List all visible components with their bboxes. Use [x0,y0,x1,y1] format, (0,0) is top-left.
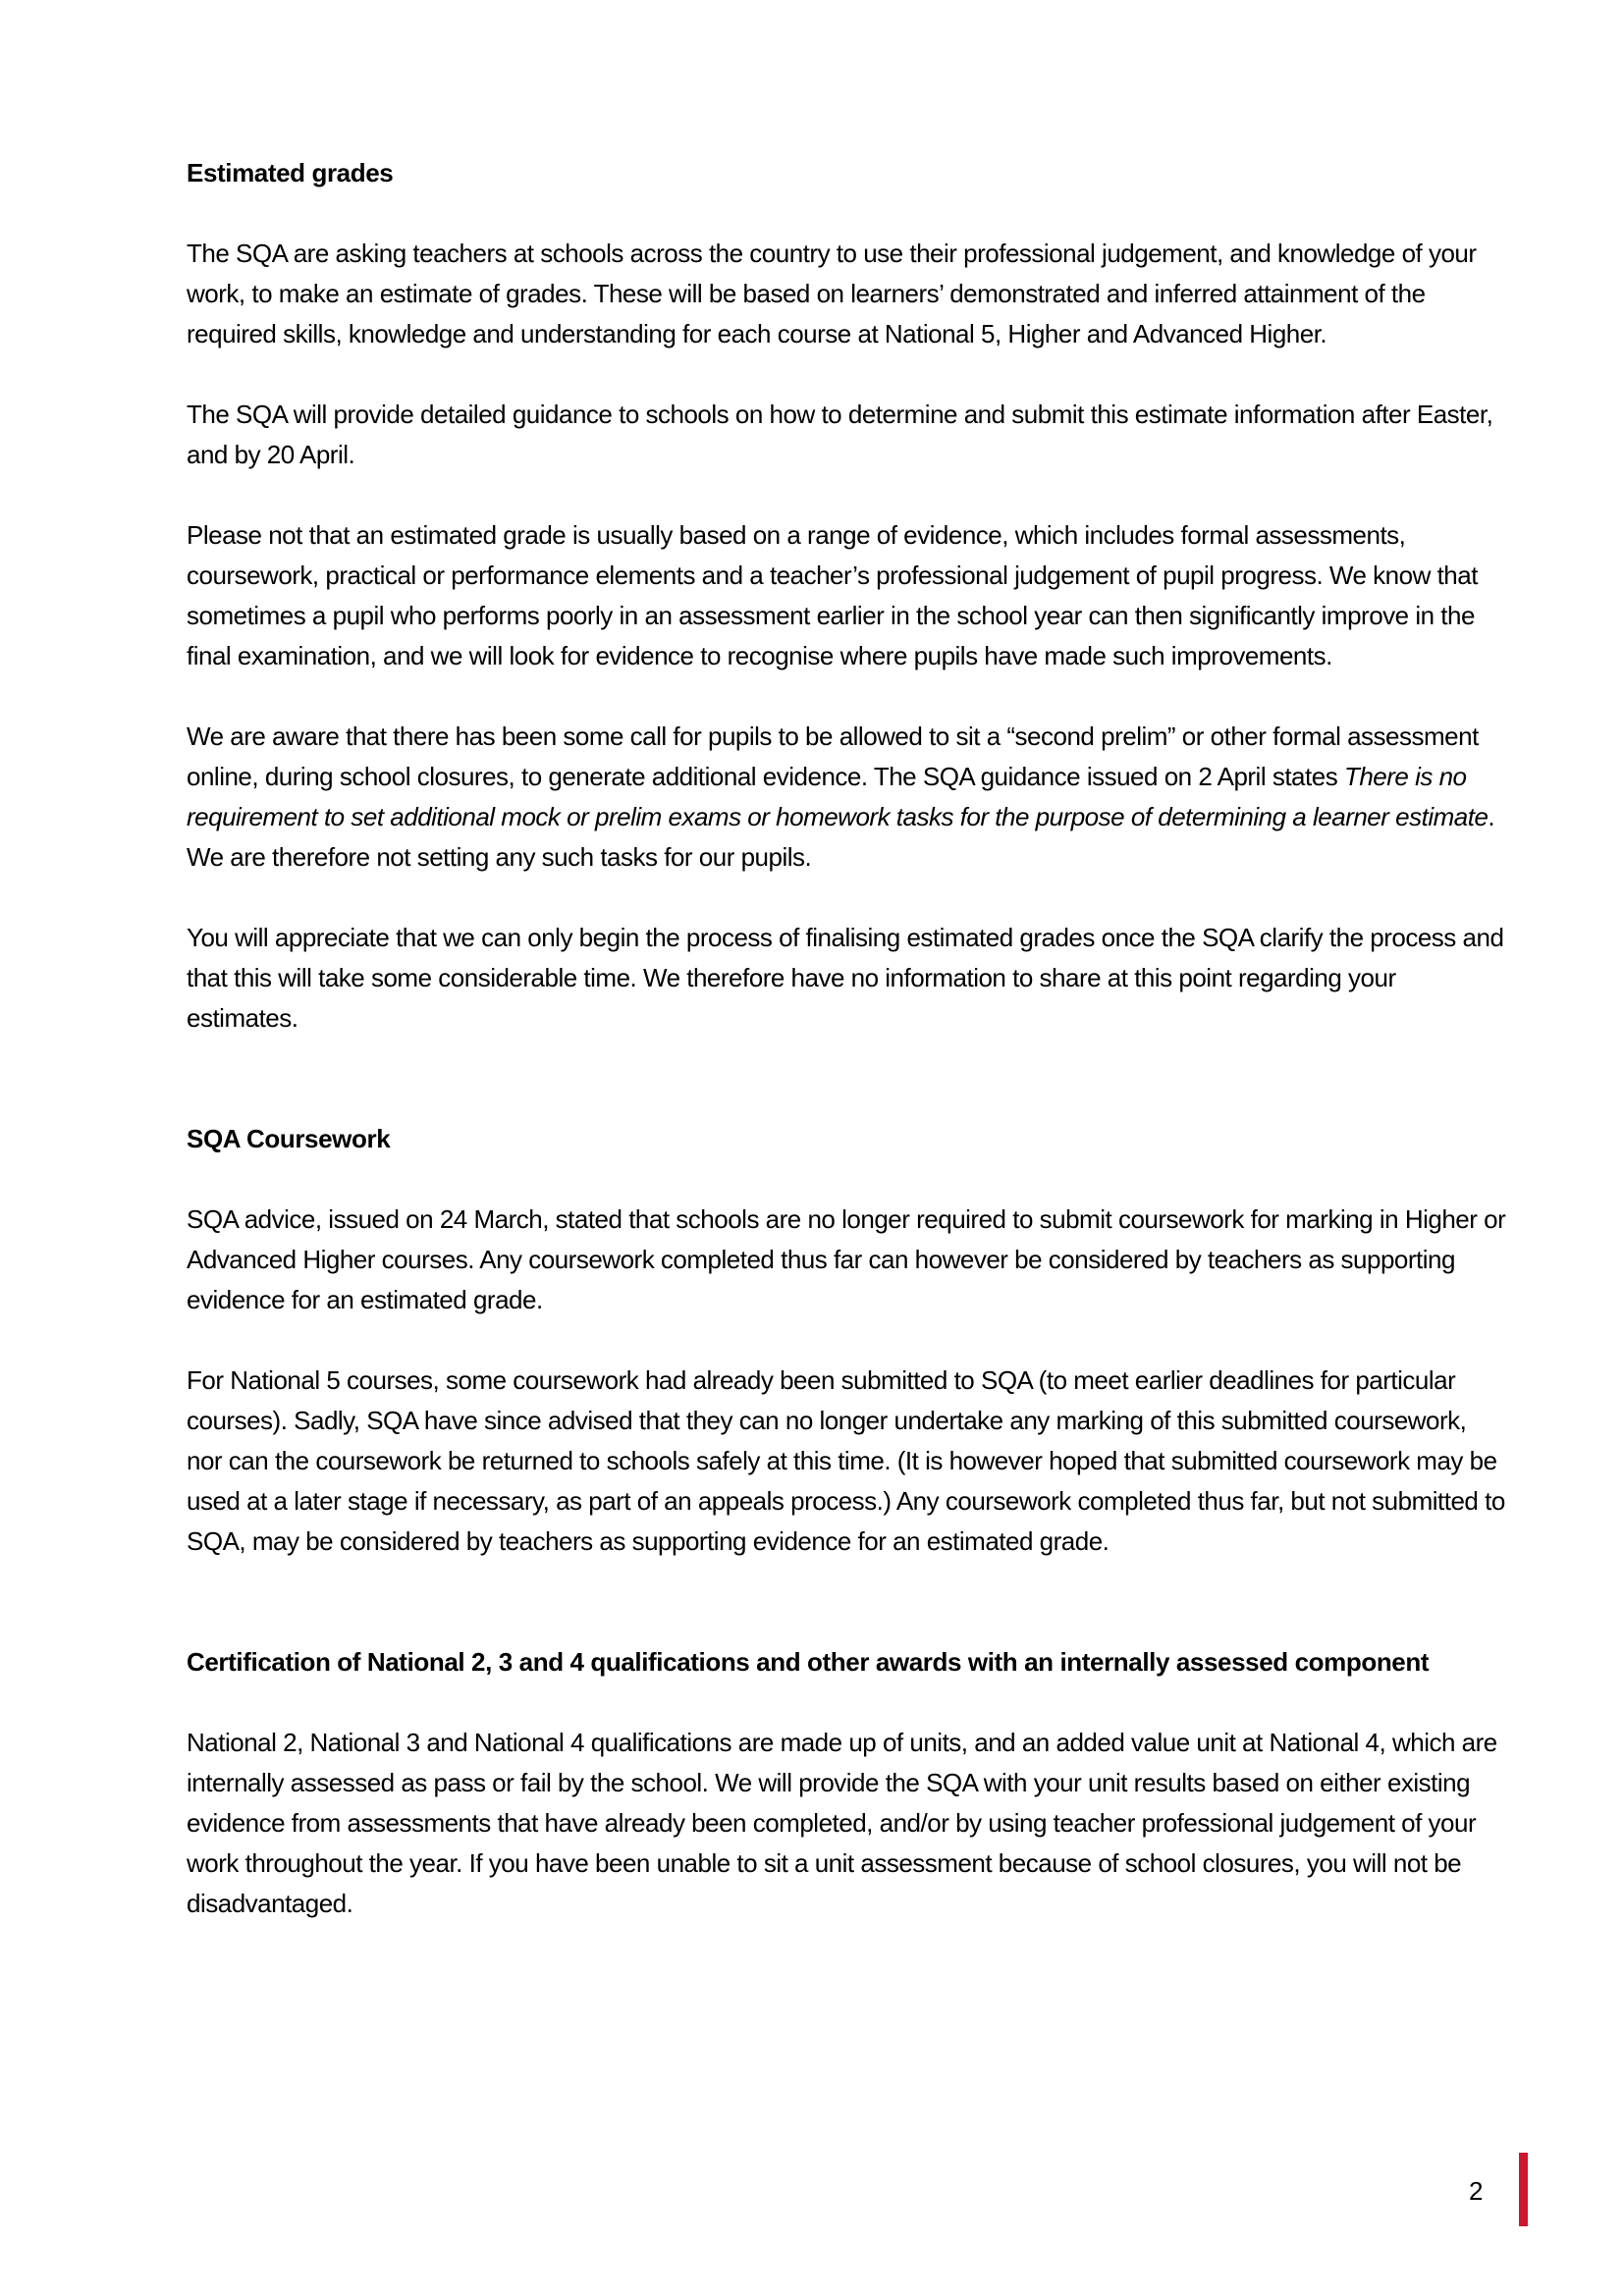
paragraph: National 2, National 3 and National 4 qualifications are made up of units, and an added value unit at National 4, which are internally assessed as pass or fail by the school. We will provide the SQA with your unit results based on either existing evidence from assessments that have already been completed, and/or by using teacher professional judgement of your work throughout the year. If you have been unable to sit a unit assessment because of school closures, you will not be disadvantaged. [187,1728,1497,1918]
paragraph: You will appreciate that we can only begin the process of finalising estimated grades once the SQA clarify the process and that this will take some considerable time. We therefore have no information to share at this point regarding your estimates. [187,923,1504,1033]
document-page [187,153,1507,1924]
paragraph-text: We are aware that there has been some call for pupils to be allowed to sit a “second prelim” or other formal assessment online, during school closures, to generate additional evidence. The SQA guidance issued on 2 April states [187,721,1479,791]
page-number: 2 [1469,2176,1484,2206]
section-heading: Estimated grades [187,158,394,187]
paragraph: Please not that an estimated grade is usually based on a range of evidence, which includes formal assessments, coursework, practical or performance elements and a teacher’s professional judgement of pupil progress. We know that sometimes a pupil who performs poorly in an assessment earlier in the school year can then significantly improve in the final examination, and we will look for evidence to recognise where pupils have made such improvements. [187,520,1478,670]
section-sqa-coursework [187,1119,1507,1562]
footer-accent-bar [1519,2153,1528,2226]
sqa-guidance-quote: There is no requirement to set additional mock or prelim exams or homework tasks for the purpose of determining a learner estimate [187,762,1489,831]
paragraph: SQA advice, issued on 24 March, stated that schools are no longer required to submit coursework for marking in Higher or Advanced Higher courses. Any coursework completed thus far can however be considered by teachers as supporting evidence for an estimated grade. [187,1204,1506,1314]
paragraph-with-quote [187,717,1507,878]
section-heading: Certification of National 2, 3 and 4 qualifications and other awards with an internally assessed component [187,1647,1430,1677]
paragraph: For National 5 courses, some coursework had already been submitted to SQA (to meet earlier deadlines for particular courses). Sadly, SQA have since advised that they can no longer undertake any marking of this submitted coursework, nor can the coursework be returned to schools safely at this time. (It is however hoped that submitted coursework may be used at a later stage if necessary, as part of an appeals process.) Any coursework completed thus far, but not submitted to SQA, may be considered by teachers as supporting evidence for an estimated grade. [187,1365,1505,1556]
section-estimated-grades [187,153,1507,1039]
paragraph: The SQA are asking teachers at schools across the country to use their professional judgement, and knowledge of your work, to make an estimate of grades. These will be based on learners’ demonstrated and inferred attainment of the required skills, knowledge and understanding for each course at National 5, Higher and Advanced Higher. [187,239,1477,348]
paragraph-text: . We are therefore not setting any such tasks for our pupils. [187,802,1495,872]
paragraph: The SQA will provide detailed guidance to schools on how to determine and submit this estimate information after Easter, and by 20 April. [187,400,1493,469]
section-certification [187,1642,1507,1924]
section-heading: SQA Coursework [187,1124,391,1153]
